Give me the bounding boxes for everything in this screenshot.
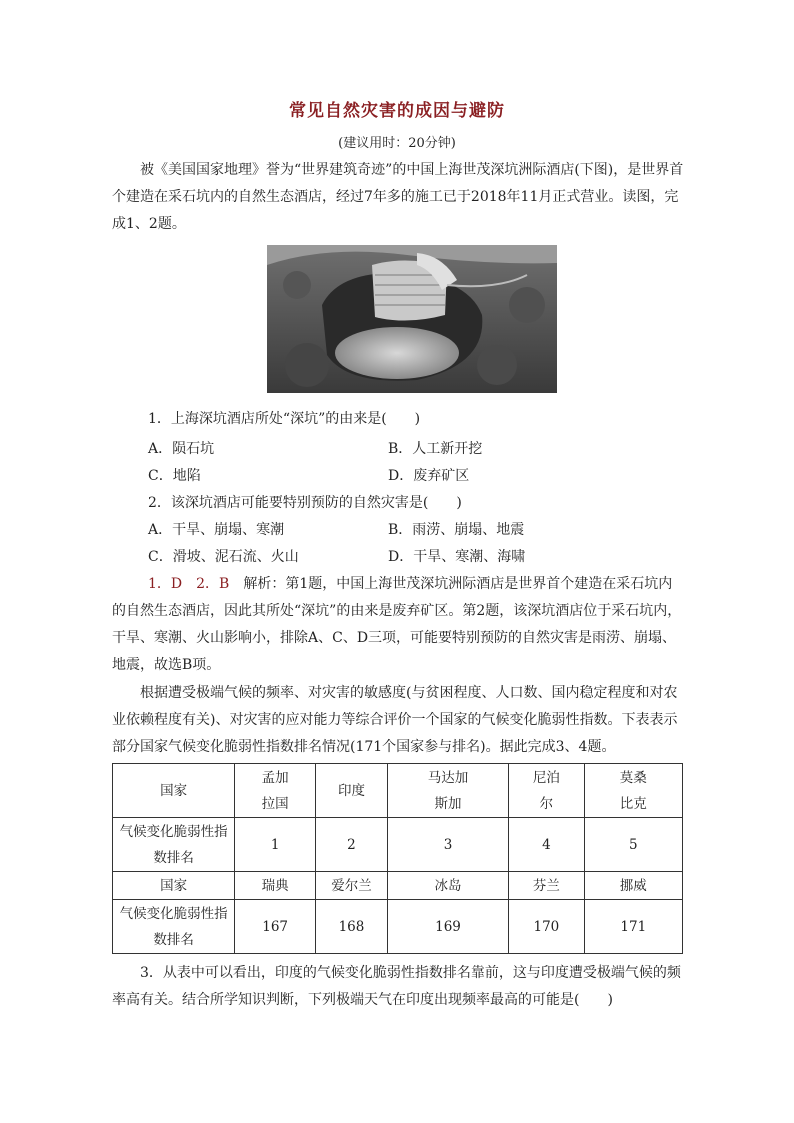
table-cell: 167 <box>235 900 316 954</box>
q2-option-d: D．干旱、寒潮、海啸 <box>388 549 526 565</box>
table-cell: 168 <box>316 900 388 954</box>
table-row <box>113 872 683 900</box>
table-cell: 3 <box>387 818 508 872</box>
table-cell: 170 <box>509 900 584 954</box>
question-2-stem: 2．该深坑酒店可能要特别预防的自然灾害是( ) <box>148 495 462 511</box>
table-cell: 冰岛 <box>387 872 508 900</box>
answer-explanation <box>112 571 684 679</box>
table-cell: 印度 <box>316 764 388 818</box>
table-cell: 莫桑 比克 <box>584 764 682 818</box>
table-cell: 挪威 <box>584 872 682 900</box>
table-cell: 爱尔兰 <box>316 872 388 900</box>
table-cell: 芬兰 <box>509 872 584 900</box>
answer-text: 解析：第1题，中国上海世茂深坑洲际酒店是世界首个建造在采石坑内的自然生态酒店，因此其所处“深坑”的由来是废弃矿区。第2题，该深坑酒店位于采石坑内，干旱、寒潮、火山影响小，排除A、C、D三项，可能要特别预防的自然灾害是雨涝、崩塌、地震，故选B项。 <box>112 576 682 673</box>
intro-paragraph-1: 被《美国国家地理》誉为“世界建筑奇迹”的中国上海世茂深坑洲际酒店(下图)，是世界首个建造在采石坑内的自然生态酒店，经过7年多的施工已于2018年11月正式营业。读图，完成1、2题。 <box>112 162 684 232</box>
table-cell: 1 <box>235 818 316 872</box>
time-suggestion: (建议用时：20分钟) <box>338 136 456 151</box>
table-cell: 马达加 斯加 <box>387 764 508 818</box>
quarry-hotel-image <box>267 245 557 393</box>
q2-option-a: A．干旱、崩塌、寒潮 <box>148 522 285 538</box>
q2-option-b: B．雨涝、崩塌、地震 <box>388 522 525 538</box>
q1-option-a: A．陨石坑 <box>148 441 215 457</box>
table-cell: 气候变化脆弱性指 数排名 <box>113 900 235 954</box>
table-cell: 瑞典 <box>235 872 316 900</box>
table-cell: 5 <box>584 818 682 872</box>
q1-option-c: C．地陷 <box>148 468 201 484</box>
question-1-stem: 1．上海深坑酒店所处“深坑”的由来是( ) <box>148 411 421 427</box>
table-cell: 4 <box>509 818 584 872</box>
hotel-photo <box>267 245 557 393</box>
intro-paragraph-2: 根据遭受极端气候的频率、对灾害的敏感度(与贫困程度、人口数、国内稳定程度和对农业依赖程度有关)、对灾害的应对能力等综合评价一个国家的气候变化脆弱性指数。下表表示部分国家气候变化脆弱性指数排名情况(171个国家参与排名)。据此完成3、4题。 <box>112 685 678 755</box>
table-cell: 尼泊 尔 <box>509 764 584 818</box>
table-cell: 气候变化脆弱性指 数排名 <box>113 818 235 872</box>
table-cell: 国家 <box>113 764 235 818</box>
q1-option-b: B．人工新开挖 <box>388 441 483 457</box>
table-cell: 169 <box>387 900 508 954</box>
page-title: 常见自然灾害的成因与避防 <box>289 101 505 121</box>
q2-option-c: C．滑坡、泥石流、火山 <box>148 549 299 565</box>
question-3-stem: 3．从表中可以看出，印度的气候变化脆弱性指数排名靠前，这与印度遭受极端气候的频率高有关。结合所学知识判断，下列极端天气在印度出现频率最高的可能是( ) <box>112 965 681 1008</box>
table-cell: 孟加 拉国 <box>235 764 316 818</box>
table-row <box>113 900 683 954</box>
vulnerability-rank-table <box>112 763 683 954</box>
table-cell: 171 <box>584 900 682 954</box>
answer-key: 1．D 2．B <box>148 576 230 592</box>
table-cell: 国家 <box>113 872 235 900</box>
table-row <box>113 818 683 872</box>
table-row <box>113 764 683 818</box>
table-cell: 2 <box>316 818 388 872</box>
q1-option-d: D．废弃矿区 <box>388 468 470 484</box>
